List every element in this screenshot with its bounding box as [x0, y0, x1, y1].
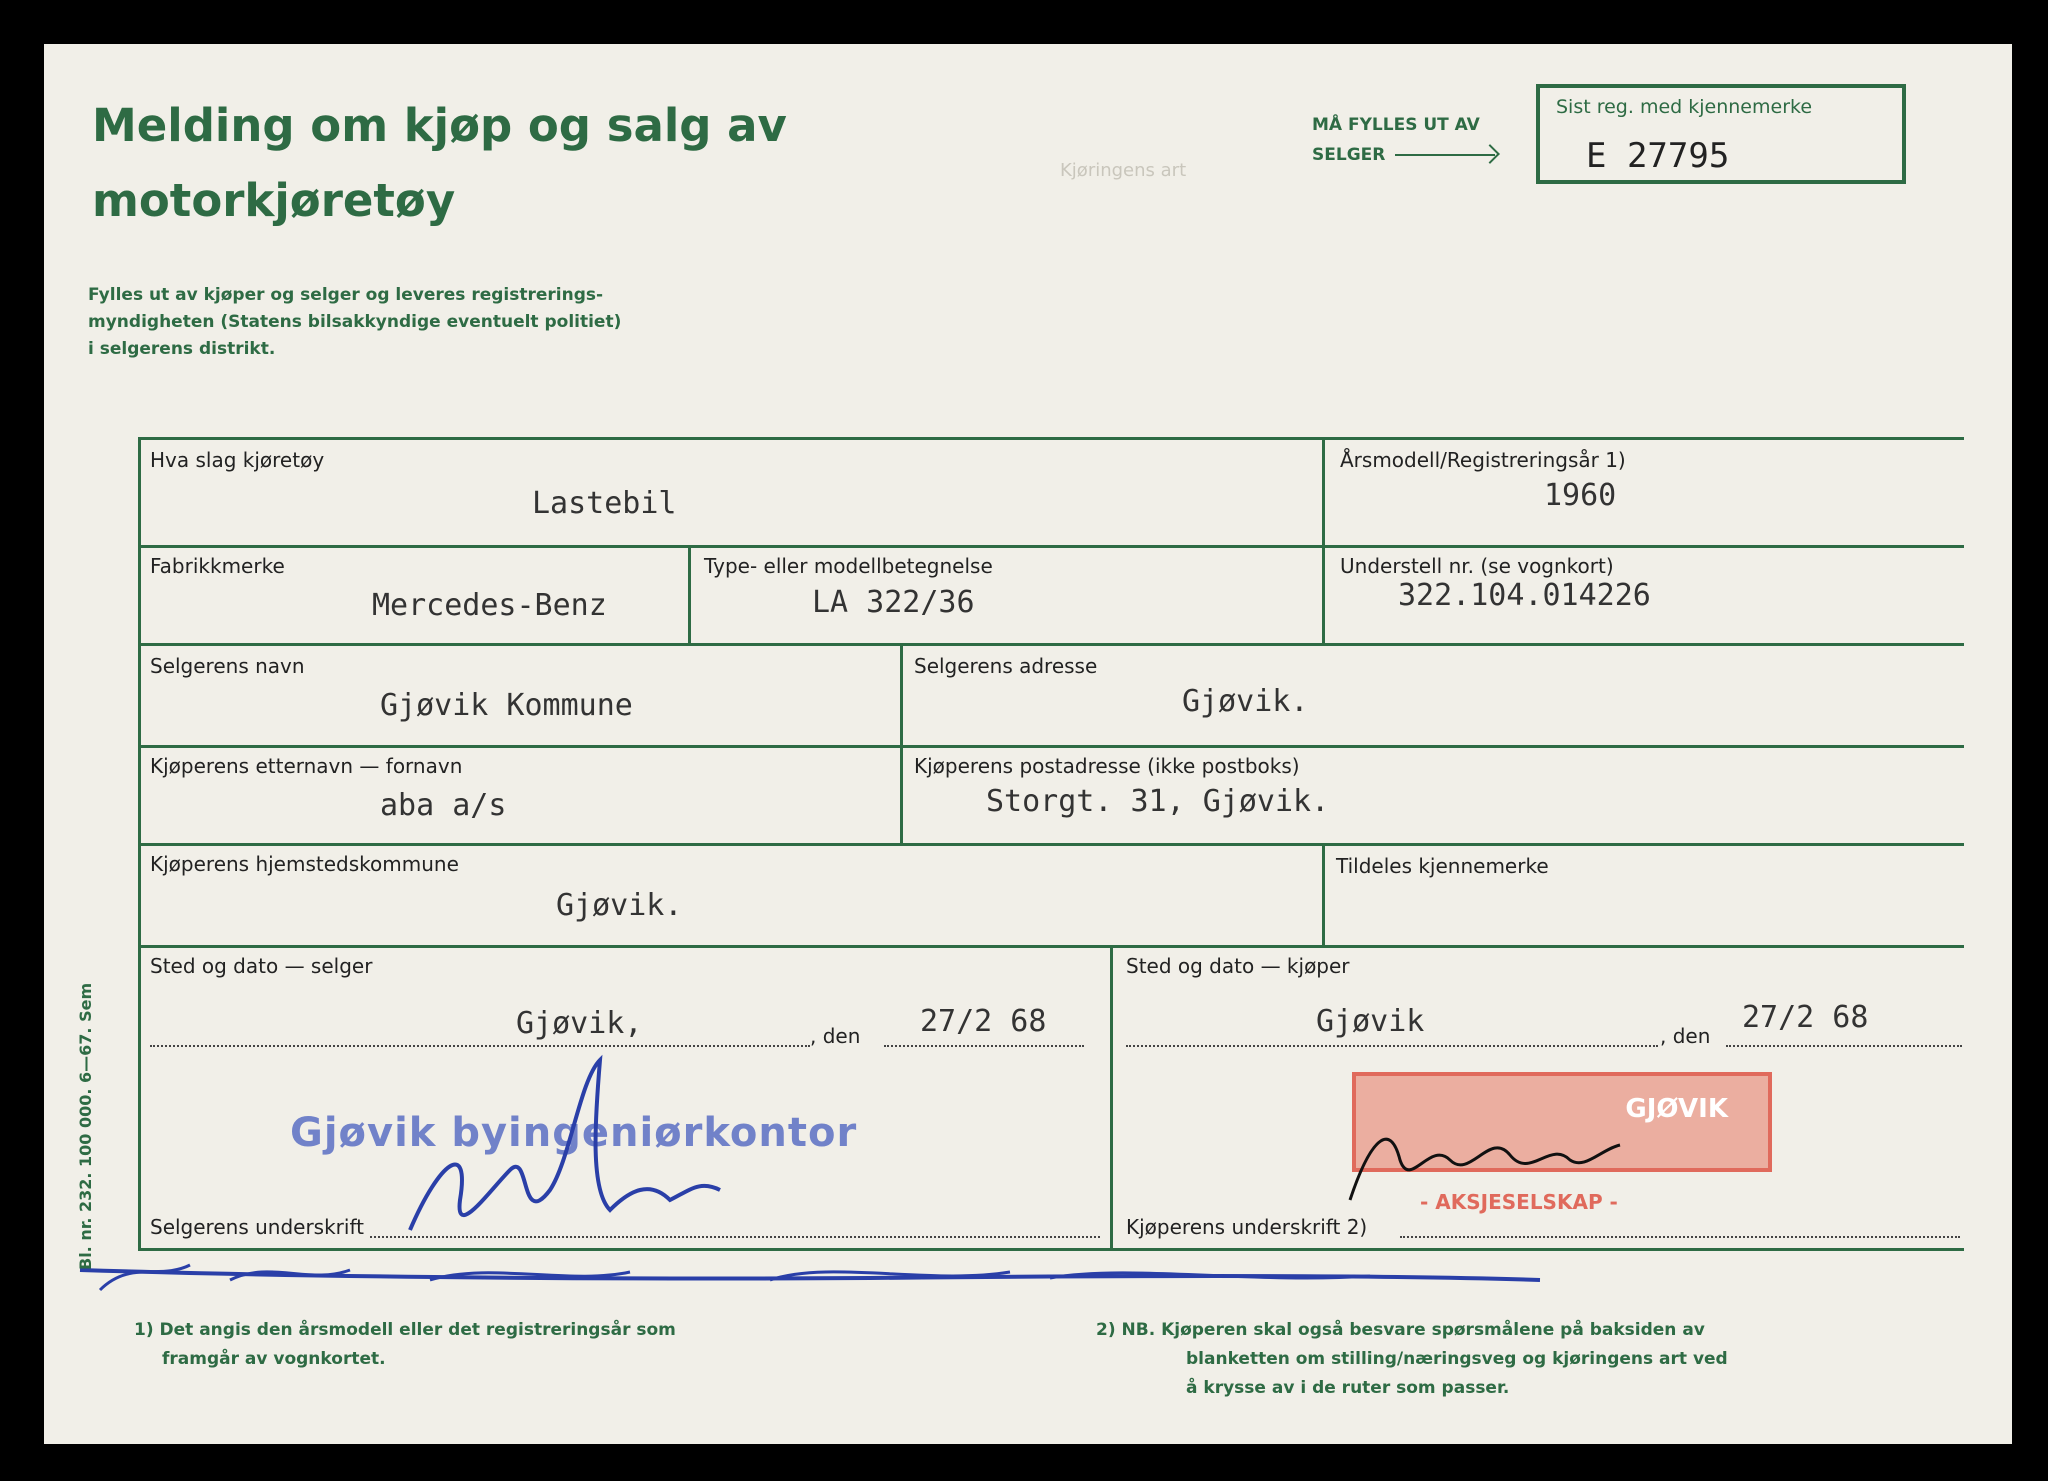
chassis-label: Understell nr. (se vognkort) — [1340, 554, 1614, 578]
show-through-text: Kjøringens art — [1060, 160, 1187, 181]
red-stamp-text: GJØVIK — [1625, 1094, 1728, 1124]
model-value[interactable]: LA 322/36 — [812, 585, 975, 620]
model-label: Type- eller modellbetegnelse — [704, 554, 993, 578]
buyer-municipality-label: Kjøperens hjemstedskommune — [150, 852, 459, 876]
red-stamp-subtext: - AKSJESELSKAP - — [1420, 1190, 1618, 1214]
footnote-2 — [1096, 1316, 1728, 1403]
dotted-line — [884, 1045, 1084, 1047]
col-rule — [1322, 843, 1325, 947]
seller-date-value[interactable]: 27/2 68 — [920, 1004, 1047, 1039]
seller-signature-label: Selgerens underskrift — [150, 1215, 364, 1239]
last-registration-box[interactable] — [1536, 84, 1906, 184]
intro-line-3: i selgerens distrikt. — [88, 339, 276, 359]
buyer-place-label: Sted og dato — kjøper — [1126, 954, 1350, 978]
seller-den-label: , den — [810, 1024, 861, 1048]
vehicle-type-label: Hva slag kjøretøy — [150, 448, 325, 472]
reg-value: E 27795 — [1586, 136, 1730, 176]
col-rule — [1322, 437, 1325, 645]
intro-line-2: myndigheten (Statens bilsakkyndige eventuelt politiet) — [88, 312, 622, 332]
row-rule — [138, 437, 1964, 440]
buyer-signature-label: Kjøperens underskrift 2) — [1126, 1215, 1368, 1239]
vehicle-type-value[interactable]: Lastebil — [532, 486, 677, 521]
buyer-date-value[interactable]: 27/2 68 — [1742, 1000, 1869, 1035]
col-rule — [900, 643, 903, 845]
buyer-municipality-value[interactable]: Gjøvik. — [556, 888, 683, 923]
left-rule — [138, 437, 141, 1251]
make-value[interactable]: Mercedes-Benz — [372, 588, 607, 623]
buyer-name-label: Kjøperens etternavn — fornavn — [150, 754, 463, 778]
form-number-side-text: Bl. nr. 232. 100 000. 6—67. Sem — [76, 982, 95, 1270]
title-line-1: Melding om kjøp og salg av — [92, 99, 787, 152]
seller-place-value[interactable]: Gjøvik, — [516, 1006, 643, 1041]
col-rule — [688, 545, 691, 645]
col-rule — [1110, 945, 1113, 1251]
dotted-line — [1726, 1045, 1962, 1047]
buyer-address-label: Kjøperens postadresse (ikke postboks) — [914, 754, 1300, 778]
seller-name-value[interactable]: Gjøvik Kommune — [380, 688, 633, 723]
buyer-address-value[interactable]: Storgt. 31, Gjøvik. — [986, 784, 1330, 819]
ma-fylles-line-1: MÅ FYLLES UT AV — [1312, 115, 1480, 135]
form-title — [92, 88, 787, 238]
year-value[interactable]: 1960 — [1544, 478, 1617, 513]
chassis-value[interactable]: 322.104.014226 — [1398, 578, 1651, 613]
reg-label: Sist reg. med kjennemerke — [1556, 96, 1813, 118]
row-rule — [138, 745, 1964, 748]
dotted-line — [1126, 1045, 1658, 1047]
arrow-right-icon — [1395, 154, 1495, 156]
row-rule — [138, 843, 1964, 846]
seller-place-label: Sted og dato — selger — [150, 954, 373, 978]
seller-office-stamp: Gjøvik byingeniørkontor — [290, 1110, 858, 1156]
ma-fylles-line-2: SELGER — [1312, 145, 1386, 165]
footnote-1-line-2: framgår av vognkortet. — [162, 1349, 386, 1369]
row-rule — [138, 945, 1964, 948]
buyer-place-value[interactable]: Gjøvik — [1316, 1004, 1425, 1039]
intro-line-1: Fylles ut av kjøper og selger og leveres registrerings- — [88, 285, 604, 305]
buyer-name-value[interactable]: aba a/s — [380, 788, 507, 823]
dotted-line — [370, 1236, 1100, 1238]
footnote-2-line-1: 2) NB. Kjøperen skal også besvare spørsmålene på baksiden av — [1096, 1320, 1705, 1340]
footnote-1 — [134, 1316, 676, 1374]
row-rule — [138, 545, 1964, 548]
buyer-den-label: , den — [1660, 1024, 1711, 1048]
plate-label: Tildeles kjennemerke — [1336, 854, 1549, 878]
title-line-2: motorkjøretøy — [92, 174, 456, 227]
row-rule — [138, 643, 1964, 646]
footnote-1-line-1: 1) Det angis den årsmodell eller det registreringsår som — [134, 1320, 676, 1340]
buyer-signature-scribble — [1330, 1100, 1630, 1220]
intro-text — [88, 282, 788, 363]
seller-address-value[interactable]: Gjøvik. — [1182, 684, 1309, 719]
footnote-2-line-2: blanketten om stilling/næringsveg og kjøringens art ved — [1186, 1349, 1728, 1369]
seller-name-label: Selgerens navn — [150, 654, 305, 678]
dotted-line — [1400, 1236, 1960, 1238]
year-label: Årsmodell/Registreringsår 1) — [1340, 448, 1626, 472]
footnote-2-line-3: å krysse av i de ruter som passer. — [1186, 1378, 1510, 1398]
handwritten-strikethrough — [70, 1250, 1550, 1300]
seller-address-label: Selgerens adresse — [914, 654, 1098, 678]
seller-must-fill-note — [1312, 110, 1495, 170]
seller-signature-scribble — [400, 1040, 740, 1260]
make-label: Fabrikkmerke — [150, 554, 285, 578]
